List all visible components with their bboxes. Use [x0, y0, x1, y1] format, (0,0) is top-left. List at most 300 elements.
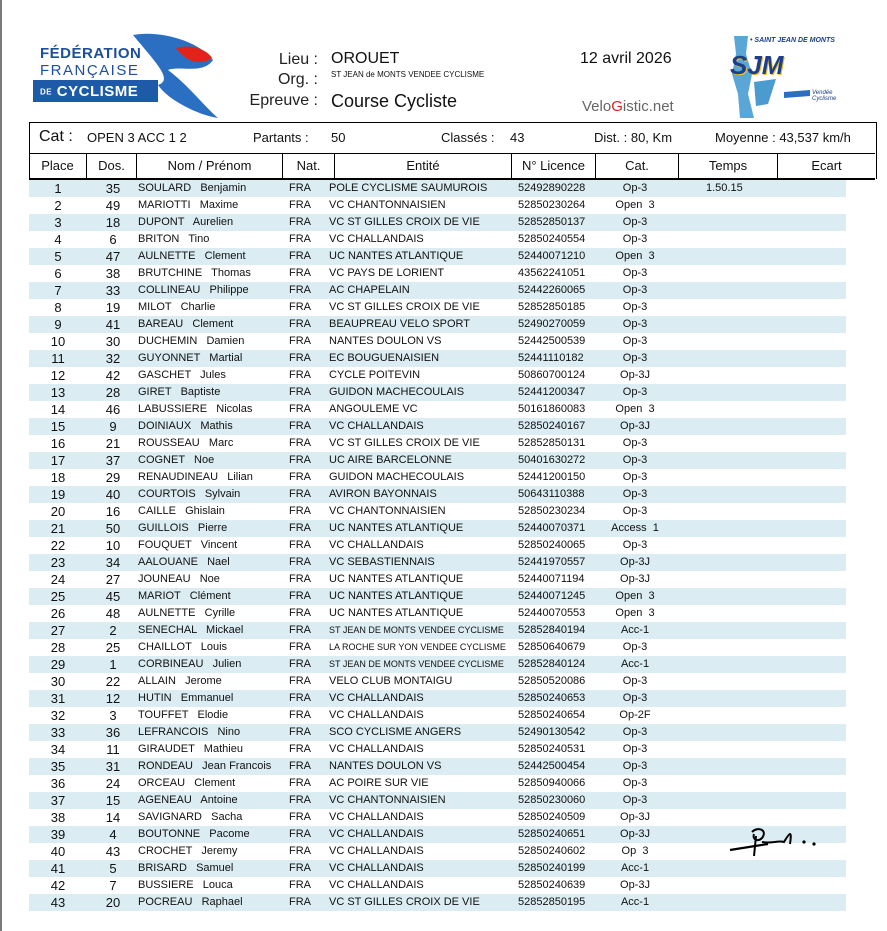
rider-name: LEFRANCOIS Nino: [138, 726, 241, 738]
table-row: [29, 605, 846, 622]
entity: ST JEAN DE MONTS VENDEE CYCLISME: [329, 659, 504, 669]
licence-number: 52850520086: [518, 675, 586, 687]
bib-number: 45: [105, 589, 121, 604]
category: Op-3: [622, 794, 648, 806]
category: Open 3: [615, 403, 655, 415]
nationality: FRA: [289, 403, 311, 415]
licence-number: 52441200150: [518, 471, 586, 483]
place: 34: [50, 742, 66, 757]
place: 5: [54, 249, 62, 264]
licence-number: 52850240653: [518, 692, 586, 704]
entity: VC CHALLANDAIS: [329, 828, 424, 840]
entity: BEAUPREAU VELO SPORT: [329, 318, 471, 330]
org-label: Org. :: [277, 71, 318, 88]
bib-number: 50: [105, 521, 121, 536]
place: 25: [50, 589, 66, 604]
category: Op-3: [622, 471, 648, 483]
nationality: FRA: [289, 471, 311, 483]
classes-label: Classés :: [441, 130, 495, 145]
entity: VC CHALLANDAIS: [329, 692, 424, 704]
entity: VC CHANTONNAISIEN: [329, 794, 446, 806]
nationality: FRA: [289, 709, 311, 721]
entity: GUIDON MACHECOULAIS: [329, 471, 465, 483]
licence-number: 52850240651: [518, 828, 586, 840]
bib-number: 33: [105, 283, 121, 298]
place: 35: [50, 759, 66, 774]
nationality: FRA: [289, 369, 311, 381]
category: Open 3: [615, 250, 655, 262]
category: Op-3: [622, 335, 648, 347]
licence-number: 52440071194: [518, 573, 585, 585]
place: 20: [50, 504, 66, 519]
category: Op-3: [622, 352, 648, 364]
nationality: FRA: [289, 896, 311, 908]
category: Op-3: [622, 743, 648, 755]
licence-number: 52850240167: [518, 420, 586, 432]
bib-number: 24: [105, 776, 121, 791]
entity: VC CHALLANDAIS: [329, 879, 424, 891]
rider-name: COLLINEAU Philippe: [138, 284, 249, 296]
bib-number: 38: [105, 266, 121, 281]
nationality: FRA: [289, 692, 311, 704]
rider-name: SAVIGNARD Sacha: [138, 811, 243, 823]
entity: VC CHALLANDAIS: [329, 420, 424, 432]
licence-number: 52852850137: [518, 216, 586, 228]
entity: GUIDON MACHECOULAIS: [329, 386, 465, 398]
bib-number: 3: [109, 708, 117, 723]
table-row: [29, 486, 846, 503]
nationality: FRA: [289, 675, 311, 687]
rider-name: AULNETTE Cyrille: [138, 607, 236, 619]
bib-number: 4: [109, 827, 117, 842]
category: Op-3J: [620, 556, 650, 568]
place: 36: [50, 776, 66, 791]
table-row: [29, 503, 846, 520]
rider-name: ORCEAU Clement: [138, 777, 236, 789]
category: Op-3: [622, 216, 648, 228]
entity: UC AIRE BARCELONNE: [329, 454, 452, 466]
licence-number: 52442500454: [518, 760, 586, 772]
table-row: [29, 316, 846, 333]
bib-number: 1: [109, 657, 117, 672]
sjm-sub-text: Vendée Cyclisme: [812, 90, 837, 102]
place: 24: [50, 572, 66, 587]
licence-number: 52850240509: [518, 811, 586, 823]
licence-number: 52442260065: [518, 284, 586, 296]
table-row: [29, 231, 846, 248]
table-row: [29, 571, 846, 588]
epreuve-label: Epreuve :: [249, 92, 318, 109]
category: Op-3: [622, 726, 648, 738]
table-row: [29, 469, 846, 486]
rider-name: CAILLE Ghislain: [138, 505, 225, 517]
nationality: FRA: [289, 335, 311, 347]
page-left-edge: [0, 0, 2, 931]
rider-name: MARIOTTI Maxime: [138, 199, 239, 211]
licence-number: 52852850185: [518, 301, 586, 313]
partants-label: Partants :: [253, 130, 309, 145]
place: 21: [50, 521, 66, 536]
bib-number: 31: [105, 759, 121, 774]
table-row: [29, 384, 846, 401]
entity: UC NANTES ATLANTIQUE: [329, 573, 464, 585]
nationality: FRA: [289, 760, 311, 772]
rider-name: TOUFFET Elodie: [138, 709, 229, 721]
rider-name: BRUTCHINE Thomas: [138, 267, 251, 279]
place: 31: [50, 691, 66, 706]
place: 13: [50, 385, 66, 400]
table-row: [29, 401, 846, 418]
table-row: [29, 299, 846, 316]
entity: VC ST GILLES CROIX DE VIE: [329, 437, 480, 449]
bib-number: 41: [105, 317, 121, 332]
entity: UC NANTES ATLANTIQUE: [329, 607, 464, 619]
category: Op-3J: [620, 828, 650, 840]
table-row: [29, 282, 846, 299]
col-entity: Entité: [335, 154, 512, 178]
licence-number: 52490130542: [518, 726, 586, 738]
place: 7: [54, 283, 62, 298]
table-row: [29, 792, 846, 809]
category: Op-3: [622, 386, 648, 398]
rider-name: DUCHEMIN Damien: [138, 335, 245, 347]
table-row: [29, 826, 846, 843]
bib-number: 9: [109, 419, 117, 434]
table-row: [29, 622, 846, 639]
category: Acc-1: [620, 658, 650, 670]
nationality: FRA: [289, 539, 311, 551]
entity: NANTES DOULON VS: [329, 335, 442, 347]
category: Op-3: [622, 760, 648, 772]
entity: VC SEBASTIENNAIS: [329, 556, 435, 568]
table-row: [29, 690, 846, 707]
nationality: FRA: [289, 641, 311, 653]
nationality: FRA: [289, 199, 311, 211]
licence-number: 52852850131: [518, 437, 586, 449]
category: Acc-1: [620, 896, 650, 908]
table-row: [29, 758, 846, 775]
nationality: FRA: [289, 862, 311, 874]
lieu-label: Lieu :: [278, 51, 318, 68]
place: 4: [54, 232, 62, 247]
category: Op-3: [622, 318, 648, 330]
rider-name: SOULARD Benjamin: [138, 182, 247, 194]
category: Op-2F: [619, 709, 651, 721]
entity: UC NANTES ATLANTIQUE: [329, 522, 464, 534]
licence-number: 52850240531: [518, 743, 586, 755]
rider-name: MILOT Charlie: [138, 301, 216, 313]
bib-number: 5: [109, 861, 117, 876]
entity: VC ST GILLES CROIX DE VIE: [329, 896, 480, 908]
rider-name: GASCHET Jules: [138, 369, 226, 381]
place: 27: [50, 623, 66, 638]
entity: VC CHANTONNAISIEN: [329, 199, 446, 211]
place: 3: [54, 215, 62, 230]
nationality: FRA: [289, 352, 311, 364]
place: 40: [50, 844, 66, 859]
licence-number: 50401630272: [518, 454, 586, 466]
category: Op-3J: [620, 369, 650, 381]
licence-number: 52852840124: [518, 658, 586, 670]
rider-name: GUILLOIS Pierre: [138, 522, 228, 534]
rider-name: RONDEAU Jean Francois: [138, 760, 272, 772]
results-table-body: [29, 180, 846, 911]
category: Op-3: [622, 539, 648, 551]
bib-number: 28: [105, 385, 121, 400]
race-info-bar: [29, 122, 875, 154]
rider-name: RENAUDINEAU Lilian: [138, 471, 253, 483]
place: 41: [50, 861, 66, 876]
bib-number: 21: [105, 436, 121, 451]
rider-name: GIRET Baptiste: [138, 386, 221, 398]
sjm-top-text: • SAINT JEAN DE MONTS: [750, 37, 835, 44]
nationality: FRA: [289, 454, 311, 466]
entity: EC BOUGUENAISIEN: [329, 352, 440, 364]
bib-number: 22: [105, 674, 121, 689]
bib-number: 6: [109, 232, 117, 247]
nationality: FRA: [289, 743, 311, 755]
entity: POLE CYCLISME SAUMUROIS: [329, 182, 488, 194]
nationality: FRA: [289, 879, 311, 891]
partants-value: 50: [331, 130, 346, 145]
nationality: FRA: [289, 573, 311, 585]
licence-number: 52850240554: [518, 233, 586, 245]
table-row: [29, 877, 846, 894]
category: Open 3: [615, 590, 655, 602]
rider-name: ALLAIN Jerome: [138, 675, 222, 687]
rider-name: GUYONNET Martial: [138, 352, 243, 364]
table-row: [29, 537, 846, 554]
time: 1.50.15: [706, 182, 743, 194]
entity: VC ST GILLES CROIX DE VIE: [329, 301, 480, 313]
entity: ST JEAN DE MONTS VENDEE CYCLISME: [329, 625, 504, 635]
table-row: [29, 265, 846, 282]
licence-number: 52850240602: [518, 845, 586, 857]
col-name: Nom / Prénom: [137, 154, 283, 178]
rider-name: CORBINEAU Julien: [138, 658, 242, 670]
licence-number: 52852850195: [518, 896, 586, 908]
place: 29: [50, 657, 66, 672]
licence-number: 52440070553: [518, 607, 586, 619]
entity: VC CHANTONNAISIEN: [329, 505, 446, 517]
entity: VC CHALLANDAIS: [329, 811, 424, 823]
nationality: FRA: [289, 726, 311, 738]
place: 22: [50, 538, 66, 553]
category: Op-3: [622, 284, 648, 296]
moyenne: Moyenne : 43,537 km/h: [715, 130, 851, 145]
place: 1: [54, 181, 62, 196]
nationality: FRA: [289, 386, 311, 398]
licence-number: 50860700124: [518, 369, 586, 381]
category: Op-3: [622, 182, 648, 194]
lieu-value: OROUET: [331, 50, 400, 67]
rider-name: ROUSSEAU Marc: [138, 437, 234, 449]
licence-number: 52850230264: [518, 199, 586, 211]
table-row: [29, 656, 846, 673]
org-value: ST JEAN de MONTS VENDEE CYCLISME: [331, 70, 485, 79]
licence-number: 52850240199: [518, 862, 586, 874]
velogistic-pre: Velo: [582, 98, 612, 115]
table-row: [29, 180, 846, 197]
rider-name: GIRAUDET Mathieu: [138, 743, 243, 755]
bib-number: 12: [105, 691, 121, 706]
bib-number: 48: [105, 606, 121, 621]
ffc-swoosh-icon: [128, 30, 223, 120]
col-licence: N° Licence: [512, 154, 596, 178]
bib-number: 37: [105, 453, 121, 468]
place: 12: [50, 368, 66, 383]
category: Open 3: [615, 199, 655, 211]
table-row: [29, 809, 846, 826]
col-cat: Cat.: [596, 154, 679, 178]
cat-value: OPEN 3 ACC 1 2: [87, 130, 187, 145]
entity: VC CHALLANDAIS: [329, 845, 424, 857]
table-row: [29, 860, 846, 877]
signature-icon: [728, 822, 828, 858]
bib-number: 25: [105, 640, 121, 655]
category: Op-3: [622, 675, 648, 687]
entity: LA ROCHE SUR YON VENDEE CYCLISME: [329, 642, 506, 652]
place: 6: [54, 266, 62, 281]
rider-name: BRITON Tino: [138, 233, 210, 245]
classes-value: 43: [510, 130, 525, 145]
place: 15: [50, 419, 66, 434]
col-nat: Nat.: [283, 154, 335, 178]
table-header: [29, 154, 875, 180]
entity: VELO CLUB MONTAIGU: [329, 675, 453, 687]
rider-name: SENECHAL Mickael: [138, 624, 244, 636]
licence-number: 52850230234: [518, 505, 586, 517]
entity: VC CHALLANDAIS: [329, 539, 424, 551]
licence-number: 52850240654: [518, 709, 586, 721]
bib-number: 19: [105, 300, 121, 315]
velogistic-post: istic.net: [622, 98, 674, 115]
rider-name: BAREAU Clement: [138, 318, 234, 330]
velogistic-link[interactable]: [582, 98, 674, 115]
sjm-main-text: SJM: [730, 50, 784, 80]
category: Op-3: [622, 437, 648, 449]
rider-name: FOUQUET Vincent: [138, 539, 238, 551]
place: 30: [50, 674, 66, 689]
rider-name: CROCHET Jeremy: [138, 845, 238, 857]
table-row: [29, 197, 846, 214]
category: Op-3: [622, 505, 648, 517]
place: 19: [50, 487, 66, 502]
table-row: [29, 554, 846, 571]
rider-name: BRISARD Samuel: [138, 862, 234, 874]
table-row: [29, 248, 846, 265]
table-row: [29, 520, 846, 537]
place: 8: [54, 300, 62, 315]
licence-number: 52440071245: [518, 590, 586, 602]
bib-number: 20: [105, 895, 121, 910]
ffc-logo: [33, 30, 223, 120]
licence-number: 52442500539: [518, 335, 586, 347]
rider-name: AULNETTE Clement: [138, 250, 246, 262]
nationality: FRA: [289, 590, 311, 602]
ffc-line3-text: CYCLISME: [56, 83, 139, 100]
bib-number: 34: [105, 555, 121, 570]
table-row: [29, 418, 846, 435]
table-row: [29, 741, 846, 758]
licence-number: 52850240065: [518, 539, 586, 551]
bib-number: 27: [105, 572, 121, 587]
entity: ANGOULEME VC: [329, 403, 418, 415]
place: 10: [50, 334, 66, 349]
licence-number: 52850940066: [518, 777, 586, 789]
bib-number: 40: [105, 487, 121, 502]
table-row: [29, 350, 846, 367]
nationality: FRA: [289, 607, 311, 619]
ffc-line1: FÉDÉRATION: [40, 45, 142, 62]
place: 28: [50, 640, 66, 655]
entity: VC PAYS DE LORIENT: [329, 267, 445, 279]
table-row: [29, 214, 846, 231]
licence-number: 50161860083: [518, 403, 586, 415]
rider-name: DOINIAUX Mathis: [138, 420, 233, 432]
place: 43: [50, 895, 66, 910]
ffc-prefix: DE: [40, 87, 53, 97]
nationality: FRA: [289, 250, 311, 262]
bib-number: 10: [105, 538, 121, 553]
place: 16: [50, 436, 66, 451]
licence-number: 52492890228: [518, 182, 586, 194]
table-row: [29, 894, 846, 911]
entity: NANTES DOULON VS: [329, 760, 442, 772]
col-temps: Temps: [679, 154, 778, 178]
nationality: FRA: [289, 301, 311, 313]
place: 17: [50, 453, 66, 468]
bib-number: 35: [105, 181, 121, 196]
place: 14: [50, 402, 66, 417]
category: Op-3: [622, 233, 648, 245]
nationality: FRA: [289, 284, 311, 296]
place: 42: [50, 878, 66, 893]
nationality: FRA: [289, 811, 311, 823]
nationality: FRA: [289, 794, 311, 806]
category: Op 3: [621, 845, 649, 857]
table-row: [29, 843, 846, 860]
place: 9: [54, 317, 62, 332]
table-row: [29, 724, 846, 741]
place: 23: [50, 555, 66, 570]
nationality: FRA: [289, 267, 311, 279]
place: 18: [50, 470, 66, 485]
place: 38: [50, 810, 66, 825]
rider-name: POCREAU Raphael: [138, 896, 243, 908]
rider-name: LABUSSIERE Nicolas: [138, 403, 253, 415]
sjm-club-logo: [726, 34, 841, 120]
licence-number: 50643110388: [518, 488, 585, 500]
bib-number: 32: [105, 351, 121, 366]
bib-number: 47: [105, 249, 121, 264]
nationality: FRA: [289, 845, 311, 857]
entity: UC NANTES ATLANTIQUE: [329, 250, 464, 262]
nationality: FRA: [289, 233, 311, 245]
place: 32: [50, 708, 66, 723]
nationality: FRA: [289, 437, 311, 449]
bib-number: 18: [105, 215, 121, 230]
category: Op-3J: [620, 811, 650, 823]
distance: Dist. : 80, Km: [594, 130, 673, 145]
entity: AVIRON BAYONNAIS: [329, 488, 437, 500]
nationality: FRA: [289, 658, 311, 670]
rider-name: DUPONT Aurelien: [138, 216, 234, 228]
licence-number: 52852840194: [518, 624, 586, 636]
velogistic-g: G: [611, 98, 623, 115]
entity: AC POIRE SUR VIE: [329, 777, 429, 789]
rider-name: HUTIN Emmanuel: [138, 692, 234, 704]
